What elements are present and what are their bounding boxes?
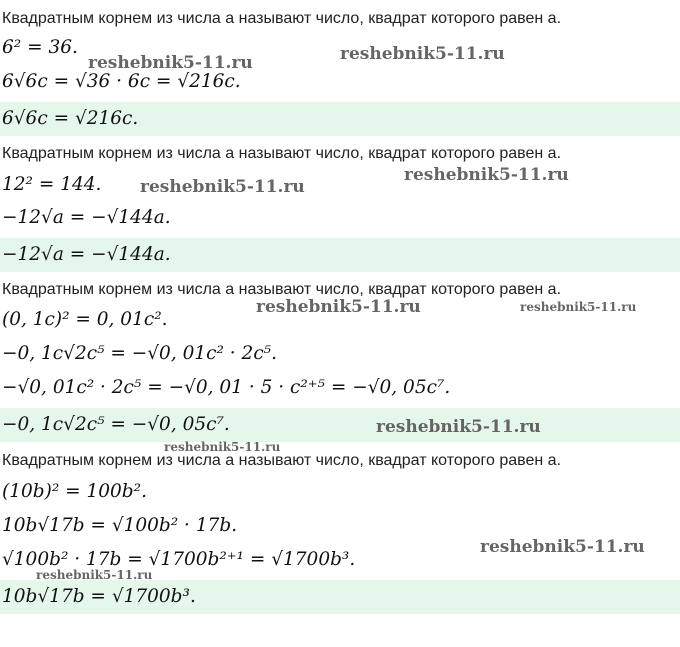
watermark: reshebnik5-11.ru	[36, 568, 153, 582]
block-2-answer: −12√a = −√144a.	[0, 238, 680, 272]
watermark: reshebnik5-11.ru	[404, 165, 569, 185]
watermark: reshebnik5-11.ru	[88, 53, 253, 73]
block-2-step-2: −12√a = −√144a.	[2, 207, 171, 228]
block-1-step-1: 6² = 36.	[2, 37, 78, 58]
watermark: reshebnik5-11.ru	[164, 440, 281, 454]
block-1-answer: 6√6c = √216c.	[0, 102, 680, 136]
block-3-answer: −0, 1c√2c⁵ = −√0, 05c⁷.	[0, 408, 680, 442]
watermark: reshebnik5-11.ru	[520, 300, 637, 314]
block-1-intro: Квадратным корнем из числа a называют число, квадрат которого равен a.	[2, 10, 562, 27]
block-3-intro: Квадратным корнем из числа a называют число, квадрат которого равен a.	[2, 281, 562, 298]
block-2-intro: Квадратным корнем из числа a называют число, квадрат которого равен a.	[2, 145, 562, 162]
block-3-step-2: −0, 1c√2c⁵ = −√0, 01c² · 2c⁵.	[2, 343, 277, 364]
block-2-step-1: 12² = 144.	[2, 174, 102, 195]
block-4-step-2: 10b√17b = √100b² · 17b.	[2, 515, 238, 536]
block-4-answer: 10b√17b = √1700b³.	[0, 580, 680, 614]
block-3-step-1: (0, 1c)² = 0, 01c².	[2, 309, 168, 330]
block-1-step-2: 6√6c = √36 · 6c = √216c.	[2, 71, 241, 92]
watermark: reshebnik5-11.ru	[376, 417, 541, 437]
block-3-step-3: −√0, 01c² · 2c⁵ = −√0, 01 · 5 · c²⁺⁵ = −√0, 05c⁷.	[2, 377, 451, 398]
watermark: reshebnik5-11.ru	[480, 537, 645, 557]
block-4-step-1: (10b)² = 100b².	[2, 481, 147, 502]
watermark: reshebnik5-11.ru	[256, 297, 421, 317]
watermark: reshebnik5-11.ru	[340, 44, 505, 64]
block-4-intro: Квадратным корнем из числа a называют число, квадрат которого равен a.	[2, 452, 562, 469]
watermark: reshebnik5-11.ru	[140, 177, 305, 197]
block-4-step-3: √100b² · 17b = √1700b²⁺¹ = √1700b³.	[2, 549, 356, 570]
